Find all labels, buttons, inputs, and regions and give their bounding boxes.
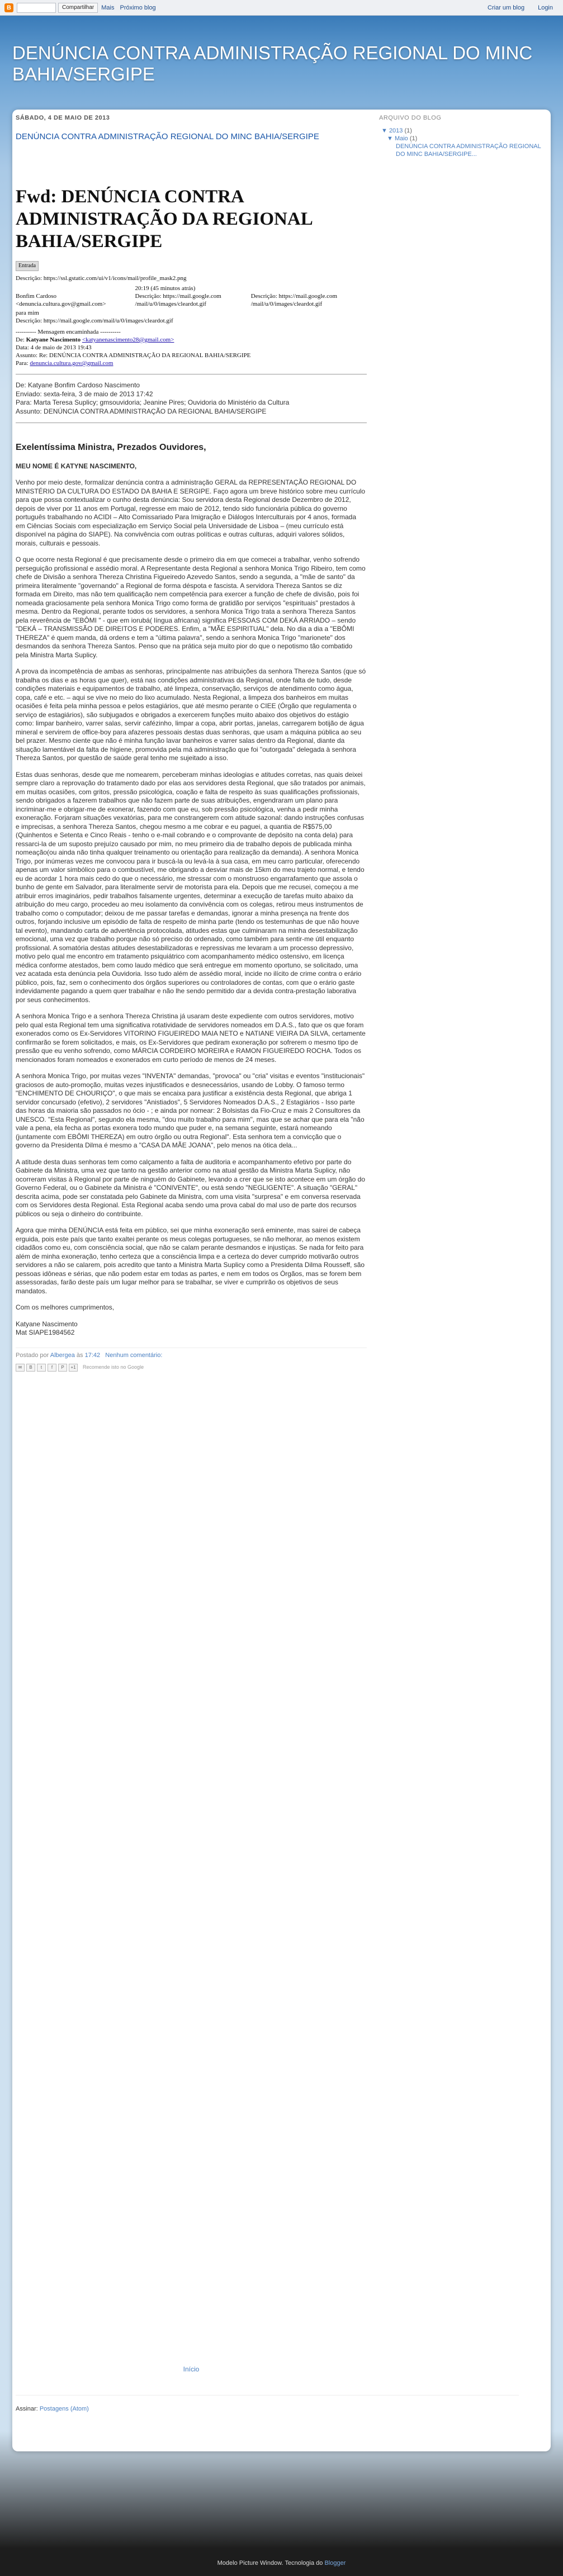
share-row [16,1363,367,1372]
signature-mat: Mat SIAPE1984562 [16,1329,75,1336]
sidebar [379,115,542,204]
original-headers [16,381,367,416]
email-share-icon[interactable]: ✉ [16,1364,25,1372]
sender-name: Bonfim Cardoso [16,293,57,300]
navbar-search-input[interactable] [17,3,56,13]
blog-share-icon[interactable]: B [26,1364,35,1372]
archive-post-link[interactable]: DENÚNCIA CONTRA ADMINISTRAÇÃO REGIONAL DO MINC BAHIA/SERGIPE... [396,143,541,158]
forward-date: Data: 4 de maio de 2013 19:43 [16,344,92,351]
sender-email: <denuncia.cultura.gov@gmail.com> [16,301,106,307]
letter-paragraph-5: A senhora Monica Trigo e a senhora Thereza Christina já usaram deste expediente com outros servidores, motivo pelo qual esta Regional tem uma significativa rotatividade de servidores nomeados em D.A.S., fato que os que foram exonerados como os Ex-Servidores VITORINO FIGUEIREDO MAIA NETO e NATIANE VIEIRA DA SILVA, certamente confirmarão se forem solicitados, e mais, os Ex-Servidores que pediram exoneração por sofrerem o mesmo tipo de pressão que eu venho sofrendo, como MÁRCIA CORDEIRO MOREIRA e RAMON FIGUEIREDO ROCHA. Todos os mencionados foram nomeados e exonerados em curto período de menos de 24 meses. [16,1012,366,1064]
forward-from [16,336,367,344]
letter-paragraph-1: Venho por meio deste, formalizar denúncia contra a administração GERAL da REPRESENTAÇÃO REGIONAL DO MINISTÉRIO DA CULTURA DO ESTADO DA BAHIA E SERGIPE. Faço agora um breve histórico sobre meu currículo para que possa contextualizar o cunho desta denúncia: Sou servidora desta Regional desde Dezembro de 2012, depois de viver por 11 anos em Portugal, regresse em maio de 2012, tendo sido funcionária pública do governo português trabalhando no ACIDI – Alto Comissariado Para Imigração e Diálogos Interculturais por 4 anos, formada em Ciências Sociais com especialização em Serviço Social pela Universidade de Lisboa – (meu currículo está disponível na página do SIAPE). Na convivência com outras políticas e outras culturas, adquiri valores sólidos, morais, culturais e pessoais. [16,478,366,547]
post-body [16,186,367,1372]
home-link[interactable]: Início [183,2365,200,2373]
forward-subject: Assunto: Re: DENÚNCIA CONTRA ADMINISTRAÇÃO DA REGIONAL BAHIA/SERGIPE [16,352,251,359]
email-description-col3: Descrição: https://mail.google.com /mail/u/0/images/cleardot.gif [250,293,338,307]
email-time: 20:19 (45 minutos atrás) [135,285,196,292]
google-plus-share-icon[interactable]: +1 [69,1364,78,1372]
archive-month-count: (1) [409,135,418,142]
email-description-2: Descrição: https://mail.google.com/mail/u/0/images/cleardot.gif [16,317,173,324]
attribution-footer [0,2560,563,2566]
attribution-text: Modelo Picture Window. Tecnologia do [217,2560,323,2566]
blogger-navbar [0,0,563,16]
archive-tree [379,127,542,158]
posted-by-label: Postado por [16,1351,49,1359]
letter-name-line: MEU NOME É KATYNE NASCIMENTO, [16,462,137,470]
archive-month-label[interactable]: ▼ Maio [387,135,408,142]
post-author-link[interactable]: Albergea [50,1351,75,1359]
letter-paragraph-2: O que ocorre nesta Regional é que precisamente desde o primeiro dia em que comecei a trabalhar, venho sofrendo perseguição profissional e assédio moral. A Representante desta Regional a senhora Monica Trigo Ribeiro, tem como chefe de Divisão a senhora Thereza Christina Figueiredo Azevedo Santos, sendo a segunda, a "mãe de santo" da primeira literalmente "governando" a Regional de forma déspota e fascista. A servidora Thereza Santos se diz formada em Direito, mas não tem qualificação nem competência para exercer a função de chefe de divisão, pois foi nomeada graciosamente pela senhora Monica Trigo como forma de gratidão por serviços "espirituais" prestados à mesma. Dentro da Regional, perante todos os servidores, a senhora Monica Trigo trata a senhora Thereza Santos pela reverência de "EBÔMI " - que em iorubá( língua africana) significa PESSOAS COM DEKÁ ARRIADO – sendo "DEKÁ – TRANSMISSÃO DE DIREITOS E PODERES. Enfim, a "MÃE ESPIRITUAL" dela. No dia a dia a "EBÔMI THEREZA" é quem manda, dá ordens e tem a "última palavra", sendo a senhora Monica Trigo "marionete" dos desmandos da senhora Thereza Santos. Penso que na prática seja muito pior do que o nepotismo tão combatido pela Ministra Marta Suplicy. [16,556,366,659]
archive-year-count: (1) [404,127,412,134]
comments-link[interactable]: Nenhum comentário: [105,1351,163,1359]
share-button[interactable]: Compartilhar [58,3,98,13]
header-from: De: Katyane Bonfim Cardoso Nascimento [16,381,140,389]
letter-body [16,443,367,1337]
forward-to-email[interactable]: denuncia.cultura.gov@gmail.com [30,360,113,367]
letter-paragraph-6: A senhora Monica Trigo, por muitas vezes "INVENTA" demandas, "provoca" ou "cria" visitas e eventos "institucionais" graciosos de auto-promoção, muitas vezes injustificados e desnecessários, usando de Lobby. O famoso termo "ENCHIMENTO DE CHOURIÇO", o que mais se encaixa para justificar a existência desta Regional, que abriga 1 servidor concursado (efetivo), 2 servidores "Anistiados", 5 Servidores Nomeados D.A.S., 2 Estagiários - Isso parte das horas da maioria são passados no ócio - ; e ainda por nomear: 2 Bolsistas da Fio-Cruz e mais 2 Consultores da UNESCO. "Esta Regional", segundo ela mesma, "dou muito trabalho para mim", mas que se achar que para ela "não vale a pena, ela fecha as portas exonera todo mundo que puder e, na semana seguinte, estará nomeando (juntamente com EBÔMI THEREZA) em outro órgão ou outra Regional". Esta senhora tem a convicção que o governo da Presidenta Dilma é mesmo a "CASA DA MÃE JOANA", pelo menos na ótica dela... [16,1072,365,1149]
posted-at-label: às [76,1351,83,1359]
twitter-share-icon[interactable]: t [37,1364,46,1372]
post-time-link[interactable]: 17:42 [84,1351,101,1359]
forward-to [16,359,367,367]
forward-divider: ---------- Mensagem encaminhada ---------- [16,329,121,335]
subscribe-label: Assinar: [16,2406,38,2412]
more-link[interactable]: Mais [101,4,115,11]
letter-paragraph-7: A atitude desta duas senhoras tem como calçamento a falta de auditoria e acompanhamento efetivo por parte do Gabinete da Ministra, uma vez que tanto na gestão anterior como na atual gestão da Ministra Marta Suplicy, não ocorreram visitas à Regional por parte de ninguém do Gabinete, levando a crer que se isto acontece em um órgão do Governo Federal, ou o Gabinete da Ministra é "CONIVENTE", ou está sendo "NEGLIGENTE". A situação "GERAL" descrita acima, pode ser constatada pelo Gabinete da Ministra, com uma visita "surpresa" e em conversa reservada com os Servidores desta Regional. Esta Regional acaba sendo uma prova cabal do mal uso de parte dos recursos públicos ou seja o dinheiro do contribuinte. [16,1157,366,1218]
forward-from-email[interactable]: <katyanenascimento28@gmail.com> [82,336,174,343]
subscribe-links [16,2395,519,2412]
archive-year-label[interactable]: ▼ 2013 [381,127,403,134]
email-description-col2: Descrição: https://mail.google.com /mail/u/0/images/cleardot.gif [135,293,221,307]
archive-month[interactable] [387,135,542,143]
recipient-line: para mim [16,310,39,316]
forward-from-label: De: [16,336,25,343]
blog-title[interactable]: DENÚNCIA CONTRA ADMINISTRAÇÃO REGIONAL DO MINC BAHIA/SERGIPE [12,42,533,84]
blogger-link[interactable]: Blogger [324,2560,346,2566]
letter-paragraph-4: Estas duas senhoras, desde que me nomearem, perceberam minhas ideologias e atitudes corretas, nas quais deixei sempre claro a reprovação do tratamento dado por elas aos servidores desta Regional, que são tratados por animais, em muitas ocasiões, com gritos, pressão psicológica, coação e falta de respeito às suas qualificações profissionais, sendo obrigados a fazerem trabalhos que não fazem parte de suas atribuições, engendraram um plano para incriminar-me e obrigar-me de exonerar, fazendo com que eu, sob pressão psicológica, venha a pedir minha exoneração. Forjaram situações vexatórias, para me constrangerem com atitude sazonal: dando instruções confusas e imprecisas, a senhora Thereza Santos, chegou mesmo a me cobrar e eu paguei, a quantia de R$575,00 (Quinhentos e Setenta e Cinco Reais - tenho o e-mail cobrando e o comprovante de depósito na conta dela) para ressarci-la de um suposto prejuízo causado por mim, no meu primeiro dia de trabalho depois de publicada minha nomeação(ou ainda não tinha qualquer treinamento ou orientação para realização da demanda). A senhora Monica Trigo, por inúmeras vezes me convocou para ir buscá-la ou levá-la à sua casa, em meu carro particular, oferecendo apenas um valor simbólico para o combustível, me obrigando a desviar mais de 15km do meu trajeto normal, e tendo eu de acordar 1 hora mais cedo do que o necessário, me stressar com o monstruoso engarrafamento que assola o bunho de gente em Salvador, para literalmente servir de motorista para ela. Depois que me recusei, começou a me atribuir erros imaginários, pedir trabalhos falsamente urgentes, determinar a execução de tarefas muito abaixo da atribuição do meu cargo, procedeu ao meu isolamento da convivência com os colegas, retirou meus instrumentos de trabalho como o computador; deixou de me passar tarefas e demandas, ignorar a minha presença na frente dos outros, forjando inclusive um episódio de falta de respeito de minha parte (tendo os testemunhas de que não houve tal evento), mandando carta de advertência protocolada, atitudes estas que culminaram na minha desestabilização emocional, uma vez que trabalho porque não só preciso do ordenado, como também para sentir-me útil enquanto profissional. A somatória destas atitudes desestabilizadoras e repressivas me levaram a um processo depressivo, motivo pelo qual me encontro em tratamento psiquiátrico com acompanhamento médico ostensivo, em licença médica conforme atestados, bem como laudo médico que será entregue em momento oportuno, se solicitado, uma vez acatada esta denúncia pela Ouvidoria. Isso tudo além de assédio moral, incide no ilícito de crime contra o erário público, pois, faz, sem o conhecimento dos órgãos superiores ou controladores de contas, com que o erário gaste indevidamente pagando a quem quer trabalhar e não lhe sendo permitido dar a devida contra-prestação laborativa por seus conhecimentos. [16,770,366,1004]
post-date: SÁBADO, 4 DE MAIO DE 2013 [16,115,110,121]
letter-paragraph-3: A prova da incompetência de ambas as senhoras, principalmente nas atribuições da senhora Thereza Santos (que só trabalha os dias e as horas que quer), está nas condições administrativas da Regional, onde falta de tudo, desde condições materiais e equipamentos de trabalho, até limpeza, conservação, serviços de atendimento como água, copa, café e etc. – aqui se vive no meio do lixo acumulado. Nesta Regional, a limpeza dos banheiros em muitas ocasiões é feita pela minha pessoa e pelos estagiários, que até mesmo perante o CIEE (Órgão que regulamenta o serviço de estagiários), são subjugados e obrigados a exercerem funções muito abaixo dos objetivos do estágio como: limpar banheiro, varrer salas, servir cafézinho, limpar a copa, abrir portas, janelas, carregarem botijão de água mineral e servirem de office-boy para afazeres pessoais destas duas senhoras, que usam a máquina pública ao seu bel prazer. Mesmo ciente que não é minha função lavar banheiros e varrer salas dentro da Regional, diante da situação lamentável da falta de higiene, promovida pela má administração que foi "outorgada" delegada à senhora Thereza Santos, por questão de saúde geral tenho me sujeitado a isso. [16,667,366,762]
email-meta-table [16,284,367,308]
letter-closing: Com os melhores cumprimentos, [16,1303,115,1311]
inbox-tag: Entrada [16,261,39,271]
forward-from-name: Katyane Nascimento [26,336,81,343]
login-link[interactable]: Login [538,4,553,11]
archive-heading: ARQUIVO DO BLOG [379,115,442,121]
header-subject: Assunto: DENÚNCIA CONTRA ADMINISTRAÇÃO DA REGIONAL BAHIA/SERGIPE [16,407,267,415]
facebook-share-icon[interactable]: f [48,1364,56,1372]
create-blog-link[interactable]: Criar um blog [488,4,525,11]
share-note: Recomende isto no Google [83,1364,144,1370]
archive-year[interactable] [381,127,542,135]
post-footer [16,1348,367,1372]
post-title[interactable]: DENÚNCIA CONTRA ADMINISTRAÇÃO REGIONAL DO MINC BAHIA/SERGIPE [16,132,319,141]
letter-paragraph-8: Agora que minha DENÚNCIA está feita em público, sei que minha exoneração será eminente, mas sairei de cabeça erguida, pois este país que tanto exaltei perante os meus colegas portugueses, se não melhorar, ao menos existem cidadãos como eu, com consciência social, que não se calam perante desmandos e injustiças. Se nada for feito para além de minha exoneração, tenho certeza que a consciência limpa e a certeza do dever cumprido motivarão outros servidores a não se calarem, pois acredito que tanto a Ministra Marta Suplicy como a Presidenta Dilma Rousseff, são pessoas idôneas e sérias, que não podem estar em todas as partes, e nem em todos os Órgãos, mas se forem bem assessoradas, farão deste país um lugar melhor para se trabalhar, se viver e cumprirão os objetivos de seus mandatos. [16,1226,365,1295]
email-description-1: Descrição: https://ssl.gstatic.com/ui/v1/icons/mail/profile_mask2.png [16,275,187,282]
header-to: Para: Marta Teresa Suplicy; gmsouvidoria; Jeanine Pires; Ouvidoria do Ministério da Cultura [16,399,290,406]
letter-greeting: Exelentíssima Ministra, Prezados Ouvidores, [16,443,206,452]
blog-header [0,16,563,99]
main-column [16,115,367,2434]
header-sent: Enviado: sexta-feira, 3 de maio de 2013 17:42 [16,390,153,398]
forward-to-label: Para: [16,360,29,367]
subscribe-atom-link[interactable]: Postagens (Atom) [39,2406,89,2412]
next-blog-link[interactable]: Próximo blog [120,4,156,11]
blogger-logo-icon[interactable]: B [4,3,13,12]
pinterest-share-icon[interactable]: P [58,1364,67,1372]
signature-name: Katyane Nascimento [16,1320,78,1328]
forwarded-email-title: Fwd: DENÚNCIA CONTRA ADMINISTRAÇÃO DA REGIONAL BAHIA/SERGIPE [16,187,312,252]
